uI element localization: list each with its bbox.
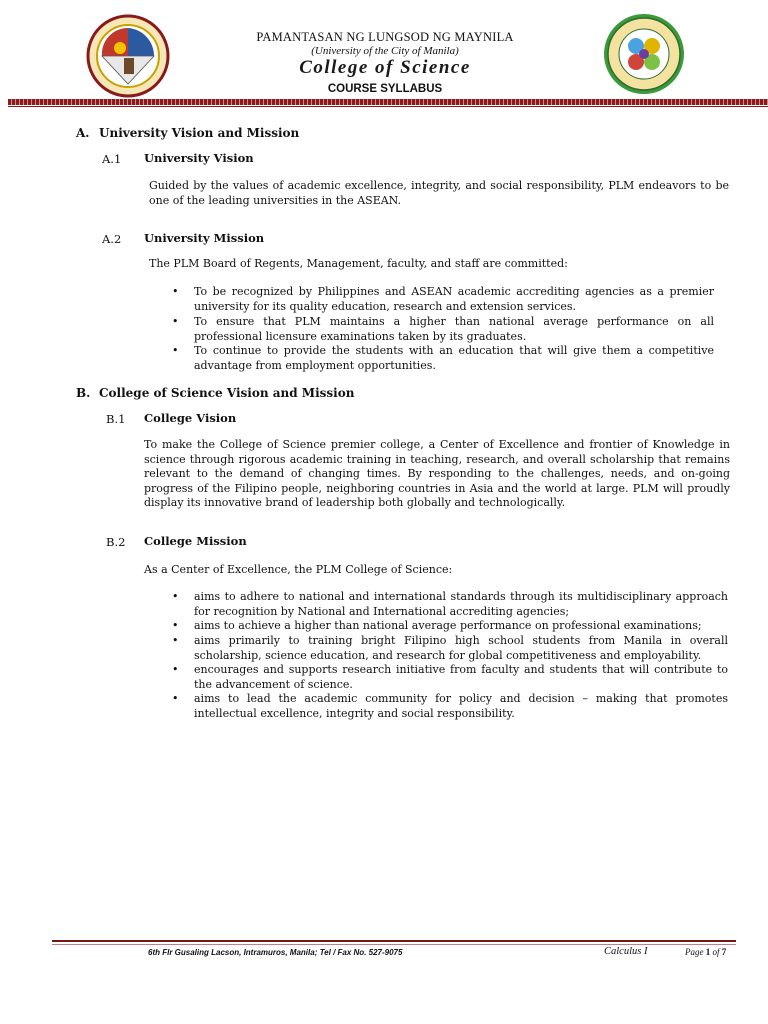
subsection-a2-number: A.2 bbox=[102, 232, 122, 246]
college-mission-item: encourages and supports research initiative from faculty and students that will contribute to the advancement of science. bbox=[194, 663, 728, 691]
subsection-b2-number: B.2 bbox=[106, 535, 126, 549]
college-of-science-seal-logo bbox=[602, 12, 686, 96]
section-b-letter: B. bbox=[76, 386, 91, 400]
page-of: of bbox=[712, 947, 720, 957]
university-mission-item: To continue to provide the students with an education that will give them a competitive advantage from employment opportunities. bbox=[194, 344, 714, 372]
subsection-b2-title: College Mission bbox=[144, 534, 247, 548]
college-vision-text: To make the College of Science premier college, a Center of Excellence and frontier of Knowledge in science through rigorous academic training in teaching, research, and overall scholarship that remains relevant to the demand of changing times. By responding to the challenges, needs, and on-going progress of the Filipino people, neighboring countries in Asia and the world at large. PLM will proudly display its innovative brand of leadership both globally and technologically. bbox=[144, 438, 730, 510]
bullet-icon: • bbox=[172, 663, 179, 676]
footer-course-name: Calculus I bbox=[604, 946, 648, 957]
footer-divider bbox=[52, 940, 736, 942]
bullet-icon: • bbox=[172, 634, 179, 647]
bullet-icon: • bbox=[172, 315, 179, 328]
section-a-letter: A. bbox=[76, 126, 90, 140]
bullet-icon: • bbox=[172, 692, 179, 705]
page-number: 1 bbox=[705, 947, 711, 957]
subsection-b1-number: B.1 bbox=[106, 412, 126, 426]
university-english-name: (University of the City of Manila) bbox=[311, 45, 459, 57]
document-title: COURSE SYLLABUS bbox=[327, 83, 443, 95]
plm-seal-logo bbox=[80, 14, 176, 98]
college-mission-item: aims primarily to training bright Filipino high school students from Manila in overall scholarship, science education, and research for global competitiveness and employability. bbox=[194, 634, 728, 662]
subsection-a1-title: University Vision bbox=[144, 151, 254, 165]
bullet-icon: • bbox=[172, 619, 179, 632]
university-mission-intro: The PLM Board of Regents, Management, faculty, and staff are committed: bbox=[149, 257, 568, 270]
page-label: Page bbox=[685, 947, 704, 957]
subsection-a2-title: University Mission bbox=[144, 231, 265, 245]
header-divider bbox=[8, 99, 768, 105]
university-mission-item: To be recognized by Philippines and ASEAN academic accrediting agencies as a premier university for its quality education, research and extension services. bbox=[194, 285, 714, 313]
college-mission-item: aims to achieve a higher than national average performance on professional examinations; bbox=[194, 619, 702, 632]
university-mission-item: To ensure that PLM maintains a higher than national average performance on all professional licensure examinations taken by its graduates. bbox=[194, 315, 714, 343]
subsection-a1-number: A.1 bbox=[102, 152, 122, 166]
bullet-icon: • bbox=[172, 285, 179, 298]
university-name: PAMANTASAN NG LUNGSOD NG MAYNILA bbox=[256, 30, 514, 44]
subsection-b1-title: College Vision bbox=[144, 411, 237, 425]
footer-divider-thin bbox=[52, 944, 736, 945]
university-vision-text: Guided by the values of academic excellence, integrity, and social responsibility, PLM endeavors to be one of the leading universities in the ASEAN. bbox=[149, 179, 729, 207]
bullet-icon: • bbox=[172, 590, 179, 603]
college-mission-intro: As a Center of Excellence, the PLM College of Science: bbox=[144, 563, 453, 576]
page-total: 7 bbox=[721, 947, 727, 957]
college-name: College of Science bbox=[299, 57, 471, 78]
college-mission-item: aims to adhere to national and international standards through its multidisciplinary approach for recognition by National and International accrediting agencies; bbox=[194, 590, 728, 618]
footer-address: 6th Flr Gusaling Lacson, Intramuros, Manila; Tel / Fax No. 527-9075 bbox=[148, 948, 403, 957]
header-divider-thin bbox=[8, 106, 768, 107]
college-mission-item: aims to lead the academic community for policy and decision – making that promotes intellectual excellence, integrity and social responsibility. bbox=[194, 692, 728, 720]
section-b-title: College of Science Vision and Mission bbox=[99, 386, 355, 400]
section-a-title: University Vision and Mission bbox=[99, 126, 300, 140]
footer-page-indicator bbox=[685, 947, 726, 957]
bullet-icon: • bbox=[172, 344, 179, 357]
